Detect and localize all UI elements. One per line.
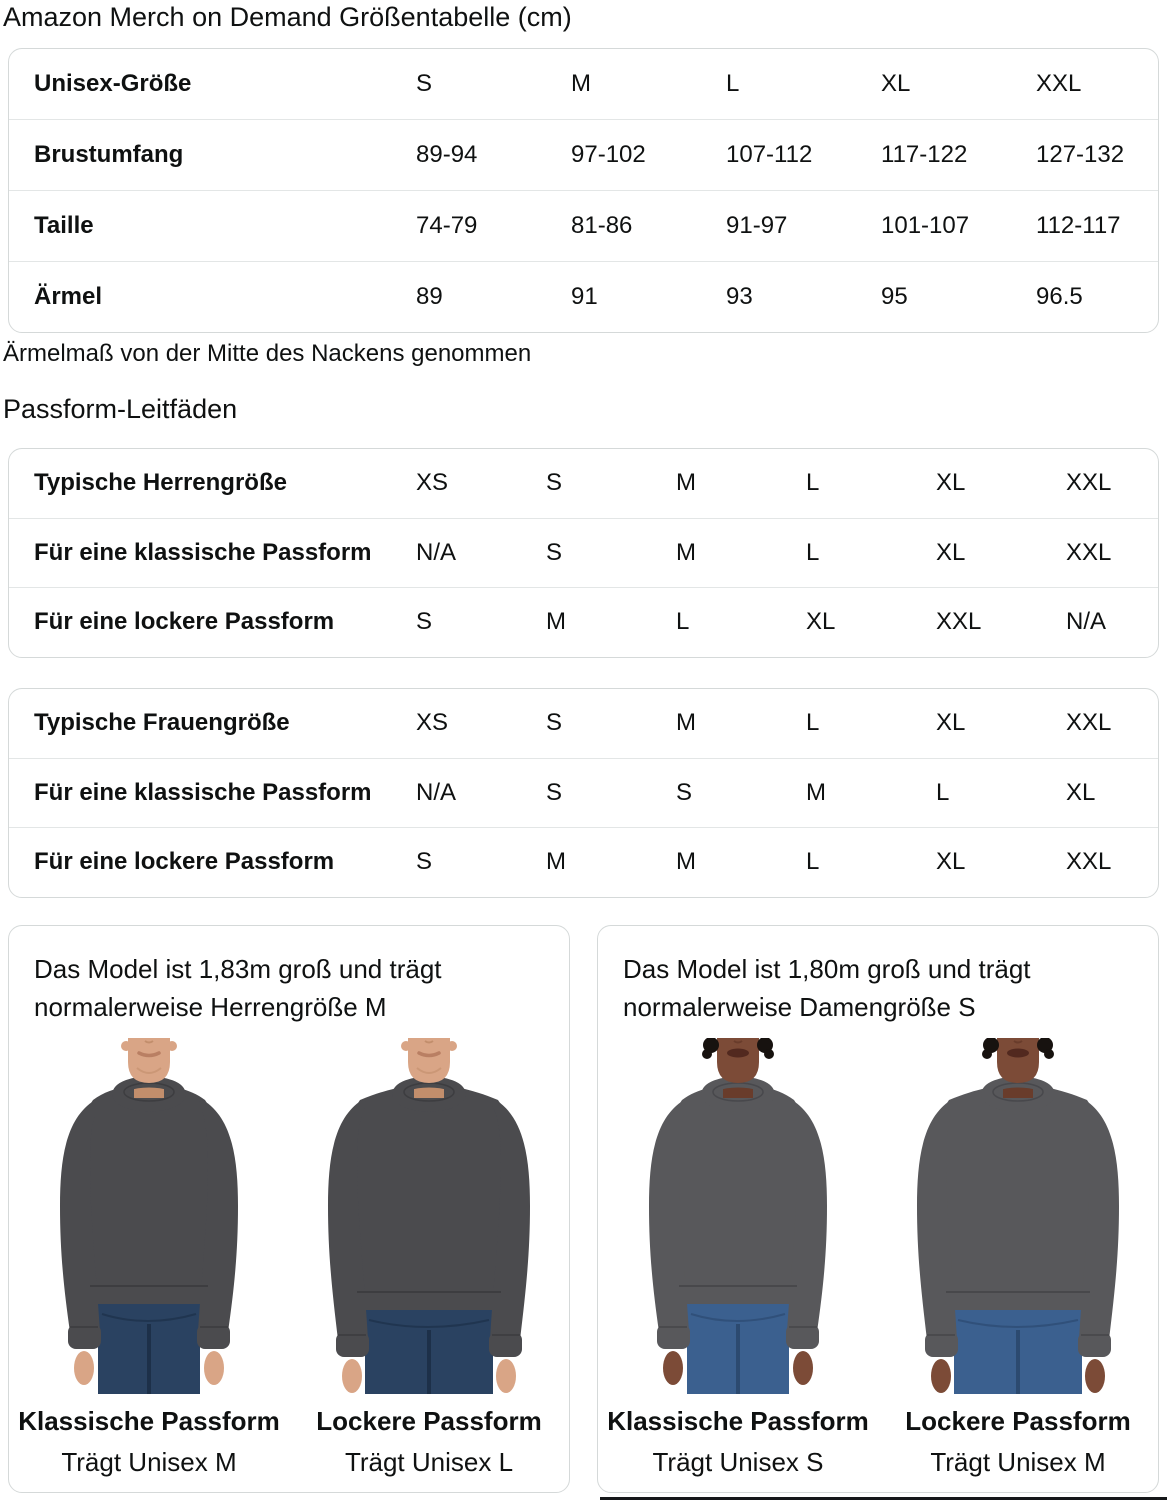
row-label: Für eine lockere Passform: [34, 608, 335, 636]
model-photo-man-loose: [304, 1038, 554, 1394]
figure-classic-fit: [598, 1038, 878, 1478]
model-card-women: [597, 925, 1159, 1493]
sleeve-measure-note: Ärmelmaß von der Mitte des Nackens genommen: [3, 340, 532, 367]
table-row-loose-fit: [9, 587, 1158, 657]
cell-value: XL: [806, 608, 836, 636]
cell-value: XL: [936, 709, 966, 737]
cell-value: 91: [571, 283, 598, 310]
model-photo-woman-classic: [613, 1038, 863, 1394]
row-label: Für eine klassische Passform: [34, 538, 372, 566]
figure-subtitle: Trägt Unisex S: [652, 1447, 824, 1477]
size-column-xxl: XXL: [1036, 70, 1082, 97]
row-label: Brustumfang: [34, 141, 184, 168]
cell-value: XL: [936, 469, 966, 497]
figure-subtitle: Trägt Unisex M: [61, 1447, 237, 1477]
cell-value: N/A: [1066, 608, 1107, 636]
fit-table-women: [8, 688, 1159, 898]
cell-value: N/A: [416, 778, 457, 806]
cell-value: 93: [726, 283, 753, 310]
page-title: Amazon Merch on Demand Größentabelle (cm): [3, 2, 572, 32]
cell-value: L: [806, 538, 820, 566]
cell-value: M: [676, 469, 696, 497]
row-label: Für eine lockere Passform: [34, 848, 335, 876]
model-photo-woman-loose: [893, 1038, 1143, 1394]
cell-value: 107-112: [726, 141, 813, 168]
size-column-l: L: [726, 70, 740, 97]
size-table: [8, 48, 1159, 333]
cell-value: L: [806, 848, 820, 876]
model-photo-man-classic: [24, 1038, 274, 1394]
cell-value: M: [676, 709, 696, 737]
table-row-loose-fit: [9, 827, 1158, 897]
cell-value: XS: [416, 469, 449, 497]
cell-value: XL: [936, 848, 966, 876]
table-row-typical-mens-size: [9, 449, 1158, 518]
fit-table-men: [8, 448, 1159, 658]
cell-value: S: [546, 709, 563, 737]
cell-value: 127-132: [1036, 141, 1125, 168]
cell-value: XXL: [1066, 848, 1112, 876]
cell-value: 89-94: [416, 141, 478, 168]
figure-title: Lockere Passform: [316, 1406, 542, 1436]
cell-value: S: [416, 608, 433, 636]
figure-title: Lockere Passform: [905, 1406, 1131, 1436]
figure-loose-fit: [878, 1038, 1158, 1478]
cell-value: M: [806, 778, 826, 806]
cell-value: 101-107: [881, 212, 970, 239]
table-row-classic-fit: [9, 518, 1158, 588]
model-figures: [9, 1038, 569, 1478]
cell-value: XL: [936, 538, 966, 566]
size-table-header-label: Unisex-Größe: [34, 70, 192, 97]
cell-value: M: [676, 538, 696, 566]
model-description: Das Model ist 1,80m groß und trägt normalerweise Damengröße S: [623, 954, 1031, 1022]
model-description: Das Model ist 1,83m groß und trägt normalerweise Herrengröße M: [34, 954, 442, 1022]
cell-value: L: [806, 709, 820, 737]
figure-classic-fit: [9, 1038, 289, 1478]
cell-value: XXL: [936, 608, 982, 636]
cell-value: 91-97: [726, 212, 788, 239]
model-figures: [598, 1038, 1158, 1478]
table-row-sleeve: [9, 261, 1158, 332]
cell-value: 74-79: [416, 212, 478, 239]
row-label: Für eine klassische Passform: [34, 778, 372, 806]
model-card-men: [8, 925, 570, 1493]
size-column-s: S: [416, 70, 433, 97]
cell-value: S: [546, 778, 563, 806]
figure-title: Klassische Passform: [18, 1406, 280, 1436]
table-row-waist: [9, 190, 1158, 261]
cell-value: S: [546, 538, 563, 566]
table-row-typical-womens-size: [9, 689, 1158, 758]
cell-value: L: [676, 608, 690, 636]
cell-value: M: [546, 608, 566, 636]
cell-value: S: [546, 469, 563, 497]
cell-value: XXL: [1066, 469, 1112, 497]
cell-value: XL: [1066, 778, 1096, 806]
cell-value: 95: [881, 283, 908, 310]
cell-value: 89: [416, 283, 443, 310]
row-label: Ärmel: [34, 283, 103, 310]
size-column-m: M: [571, 70, 591, 97]
size-column-xl: XL: [881, 70, 911, 97]
cell-value: L: [936, 778, 950, 806]
cell-value: XXL: [1066, 709, 1112, 737]
cell-value: L: [806, 469, 820, 497]
cell-value: 112-117: [1036, 212, 1121, 239]
table-row-classic-fit: [9, 758, 1158, 828]
fit-guides-heading: Passform-Leitfäden: [3, 394, 238, 424]
cell-value: XS: [416, 709, 449, 737]
cell-value: 97-102: [571, 141, 646, 168]
cell-value: S: [676, 778, 693, 806]
row-label: Typische Frauengröße: [34, 709, 290, 737]
cell-value: 81-86: [571, 212, 633, 239]
cell-value: S: [416, 848, 433, 876]
figure-subtitle: Trägt Unisex M: [930, 1447, 1106, 1477]
figure-title: Klassische Passform: [607, 1406, 869, 1436]
size-table-header-row: [9, 49, 1158, 119]
figure-subtitle: Trägt Unisex L: [344, 1447, 514, 1477]
row-label: Typische Herrengröße: [34, 469, 287, 497]
cell-value: M: [676, 848, 696, 876]
cell-value: XXL: [1066, 538, 1112, 566]
figure-loose-fit: [289, 1038, 569, 1478]
cell-value: 117-122: [881, 141, 968, 168]
table-row-chest: [9, 119, 1158, 190]
cell-value: N/A: [416, 538, 457, 566]
cell-value: M: [546, 848, 566, 876]
row-label: Taille: [34, 212, 94, 239]
cell-value: 96.5: [1036, 283, 1083, 310]
